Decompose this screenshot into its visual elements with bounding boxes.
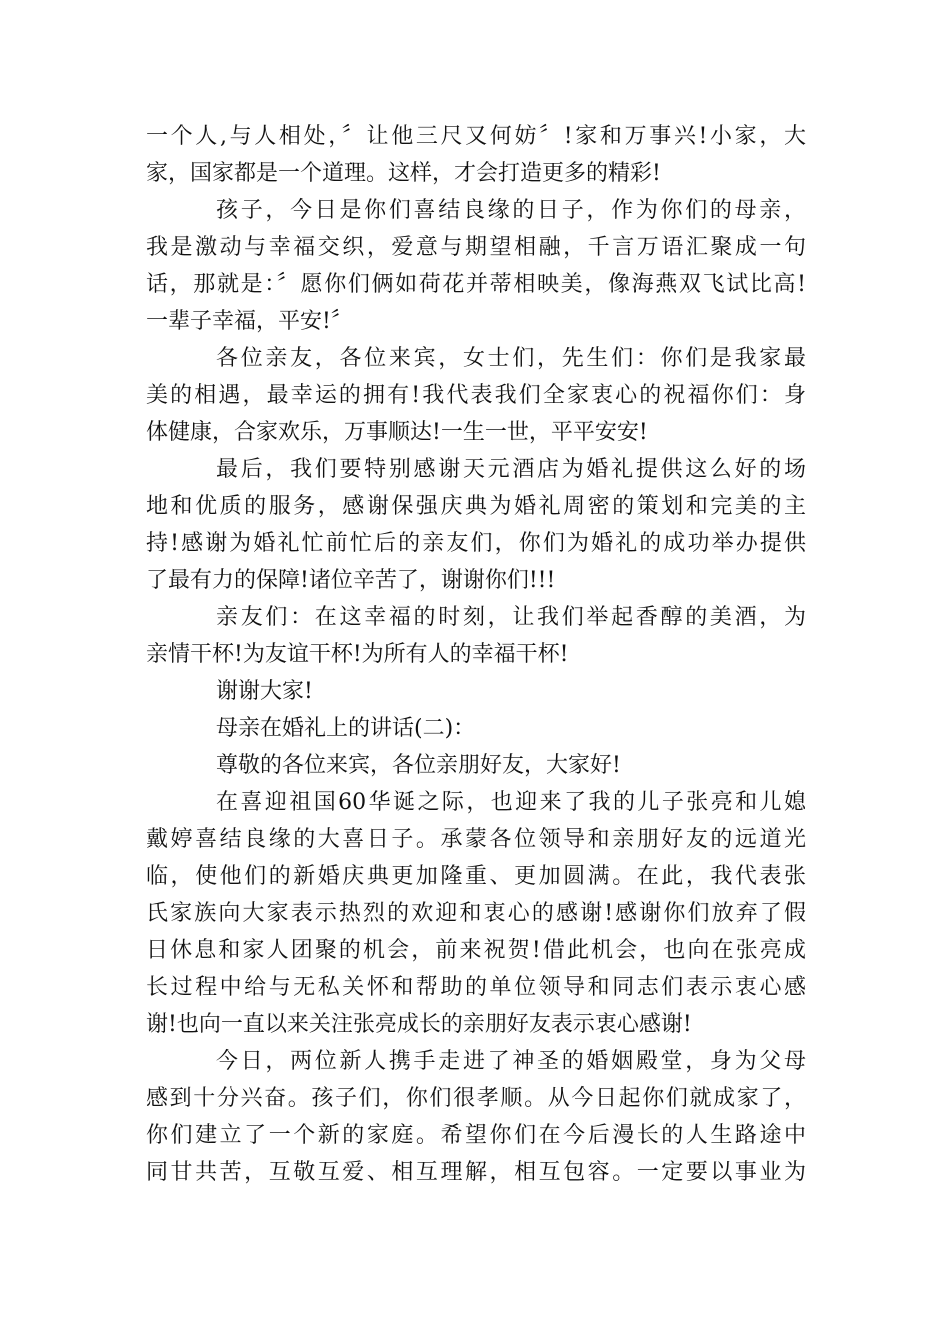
text-line: 家，国家都是一个道理。这样，才会打造更多的精彩! — [146, 161, 661, 186]
paragraph — [146, 784, 806, 1043]
paragraph — [146, 192, 806, 340]
text-line: 临，使他们的新婚庆典更加隆重、更加圆满。在此，我代表张 — [146, 864, 806, 889]
document-body — [146, 118, 806, 1191]
text-line: 母亲在婚礼上的讲话(二)： — [216, 716, 476, 741]
text-line: 你们建立了一个新的家庭。希望你们在今后漫长的人生路途中 — [146, 1123, 806, 1148]
text-line: 谢!也向一直以来关注张亮成长的亲朋好友表示衷心感谢! — [146, 1012, 692, 1037]
text-line: 今日，两位新人携手走进了神圣的婚姻殿堂，身为父母 — [216, 1049, 806, 1074]
paragraph — [146, 118, 806, 192]
text-line: 戴婷喜结良缘的大喜日子。承蒙各位领导和亲朋好友的远道光 — [146, 827, 806, 852]
text-line: 话，那就是：〞愿你们俩如荷花并蒂相映美，像海燕双飞试比高! — [146, 272, 806, 297]
paragraph — [146, 451, 806, 599]
text-line: 亲情干杯!为友谊干杯!为所有人的幸福干杯! — [146, 642, 569, 667]
text-line: 尊敬的各位来宾，各位亲朋好友，大家好! — [216, 753, 621, 778]
text-line: 一辈子幸福，平安!〞 — [146, 309, 353, 334]
text-line: 各位亲友，各位来宾，女士们，先生们：你们是我家最 — [216, 346, 806, 371]
text-line: 体健康，合家欢乐，万事顺达!一生一世，平平安安! — [146, 420, 648, 445]
text-line: 了最有力的保障!诸位辛苦了，谢谢你们!!! — [146, 568, 556, 593]
text-line: 同甘共苦，互敬互爱、相互理解，相互包容。一定要以事业为 — [146, 1160, 806, 1185]
text-line: 孩子，今日是你们喜结良缘的日子，作为你们的母亲， — [216, 198, 806, 223]
text-line: 日休息和家人团聚的机会，前来祝贺!借此机会，也向在张亮成 — [146, 938, 806, 963]
paragraph — [146, 710, 806, 747]
paragraph — [146, 599, 806, 673]
text-line: 美的相遇，最幸运的拥有!我代表我们全家衷心的祝福你们：身 — [146, 383, 806, 408]
text-line: 我是激动与幸福交织，爱意与期望相融，千言万语汇聚成一句 — [146, 235, 806, 260]
text-line: 亲友们：在这幸福的时刻，让我们举起香醇的美酒，为 — [216, 605, 806, 630]
text-line: 谢谢大家! — [216, 679, 313, 704]
paragraph — [146, 673, 806, 710]
text-line: 最后，我们要特别感谢天元酒店为婚礼提供这么好的场 — [216, 457, 806, 482]
text-line: 一个人,与人相处，〞让他三尺又何妨〞!家和万事兴!小家，大 — [146, 124, 806, 149]
text-line: 在喜迎祖国60华诞之际，也迎来了我的儿子张亮和儿媳 — [216, 790, 806, 815]
text-line: 氏家族向大家表示热烈的欢迎和衷心的感谢!感谢你们放弃了假 — [146, 901, 806, 926]
paragraph — [146, 340, 806, 451]
text-line: 持!感谢为婚礼忙前忙后的亲友们，你们为婚礼的成功举办提供 — [146, 531, 806, 556]
paragraph — [146, 747, 806, 784]
paragraph — [146, 1043, 806, 1191]
text-line: 感到十分兴奋。孩子们，你们很孝顺。从今日起你们就成家了， — [146, 1086, 806, 1111]
text-line: 长过程中给与无私关怀和帮助的单位领导和同志们表示衷心感 — [146, 975, 806, 1000]
text-line: 地和优质的服务，感谢保强庆典为婚礼周密的策划和完美的主 — [146, 494, 806, 519]
